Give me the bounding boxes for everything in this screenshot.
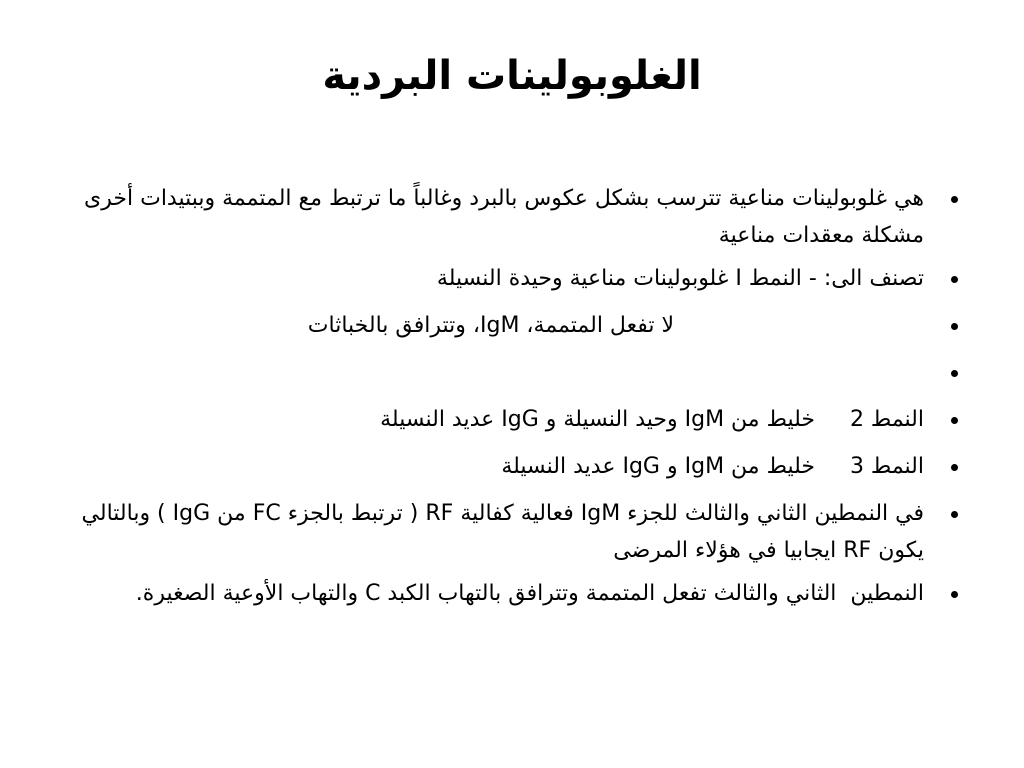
bullet-text-3: لا تفعل المتممة، IgM، وتترافق بالخباثات: [307, 313, 674, 338]
bullet-text-6: النمط 3 خليط من IgM و IgG عديد النسيلة: [501, 454, 924, 479]
slide-title: الغلوبولينات البردية: [322, 53, 702, 99]
bullet-text-5: النمط 2 خليط من IgM وحيد النسيلة و IgG عديد النسيلة: [380, 407, 924, 432]
bullet-item-3: [78, 307, 968, 344]
bullet-text-7: في النمطين الثاني والثالث للجزء IgM فعالية كفالية RF ( ترتبط بالجزء FC من IgG ) وبالتالي يكون RF ايجابيا في هؤلاء المرضى: [74, 501, 924, 563]
bullet-dot-icon: [951, 464, 958, 471]
bullet-item-1: [78, 180, 968, 254]
bullet-dot-icon: [951, 370, 958, 377]
bullet-dot-icon: [951, 511, 958, 518]
bullet-item-7: [74, 495, 968, 569]
bullet-dot-icon: [951, 417, 958, 424]
bullet-dot-icon: [951, 323, 958, 330]
bullet-dot-icon: [951, 276, 958, 283]
bullet-dot-icon: [951, 591, 958, 598]
bullet-text-1: هي غلوبولينات مناعية تترسب بشكل عكوس بالبرد وغالباً ما ترتبط مع المتممة وببتيدات أخرى مشكلة معقدات مناعية: [77, 186, 924, 248]
bullet-item-5: [78, 401, 968, 438]
bullet-item-2: [78, 260, 968, 297]
bullet-text-8: النمطين الثاني والثالث تفعل المتممة وتترافق بالتهاب الكبد C والتهاب الأوعية الصغيرة.: [135, 581, 924, 606]
bullet-item-8: [78, 575, 968, 612]
bullet-text-2: تصنف الى: - النمط I غلوبولينات مناعية وحيدة النسيلة: [436, 266, 924, 291]
bullet-item-4: [78, 354, 968, 391]
bullet-dot-icon: [951, 196, 958, 203]
bullet-item-6: [78, 448, 968, 485]
bullet-list: [74, 180, 968, 618]
